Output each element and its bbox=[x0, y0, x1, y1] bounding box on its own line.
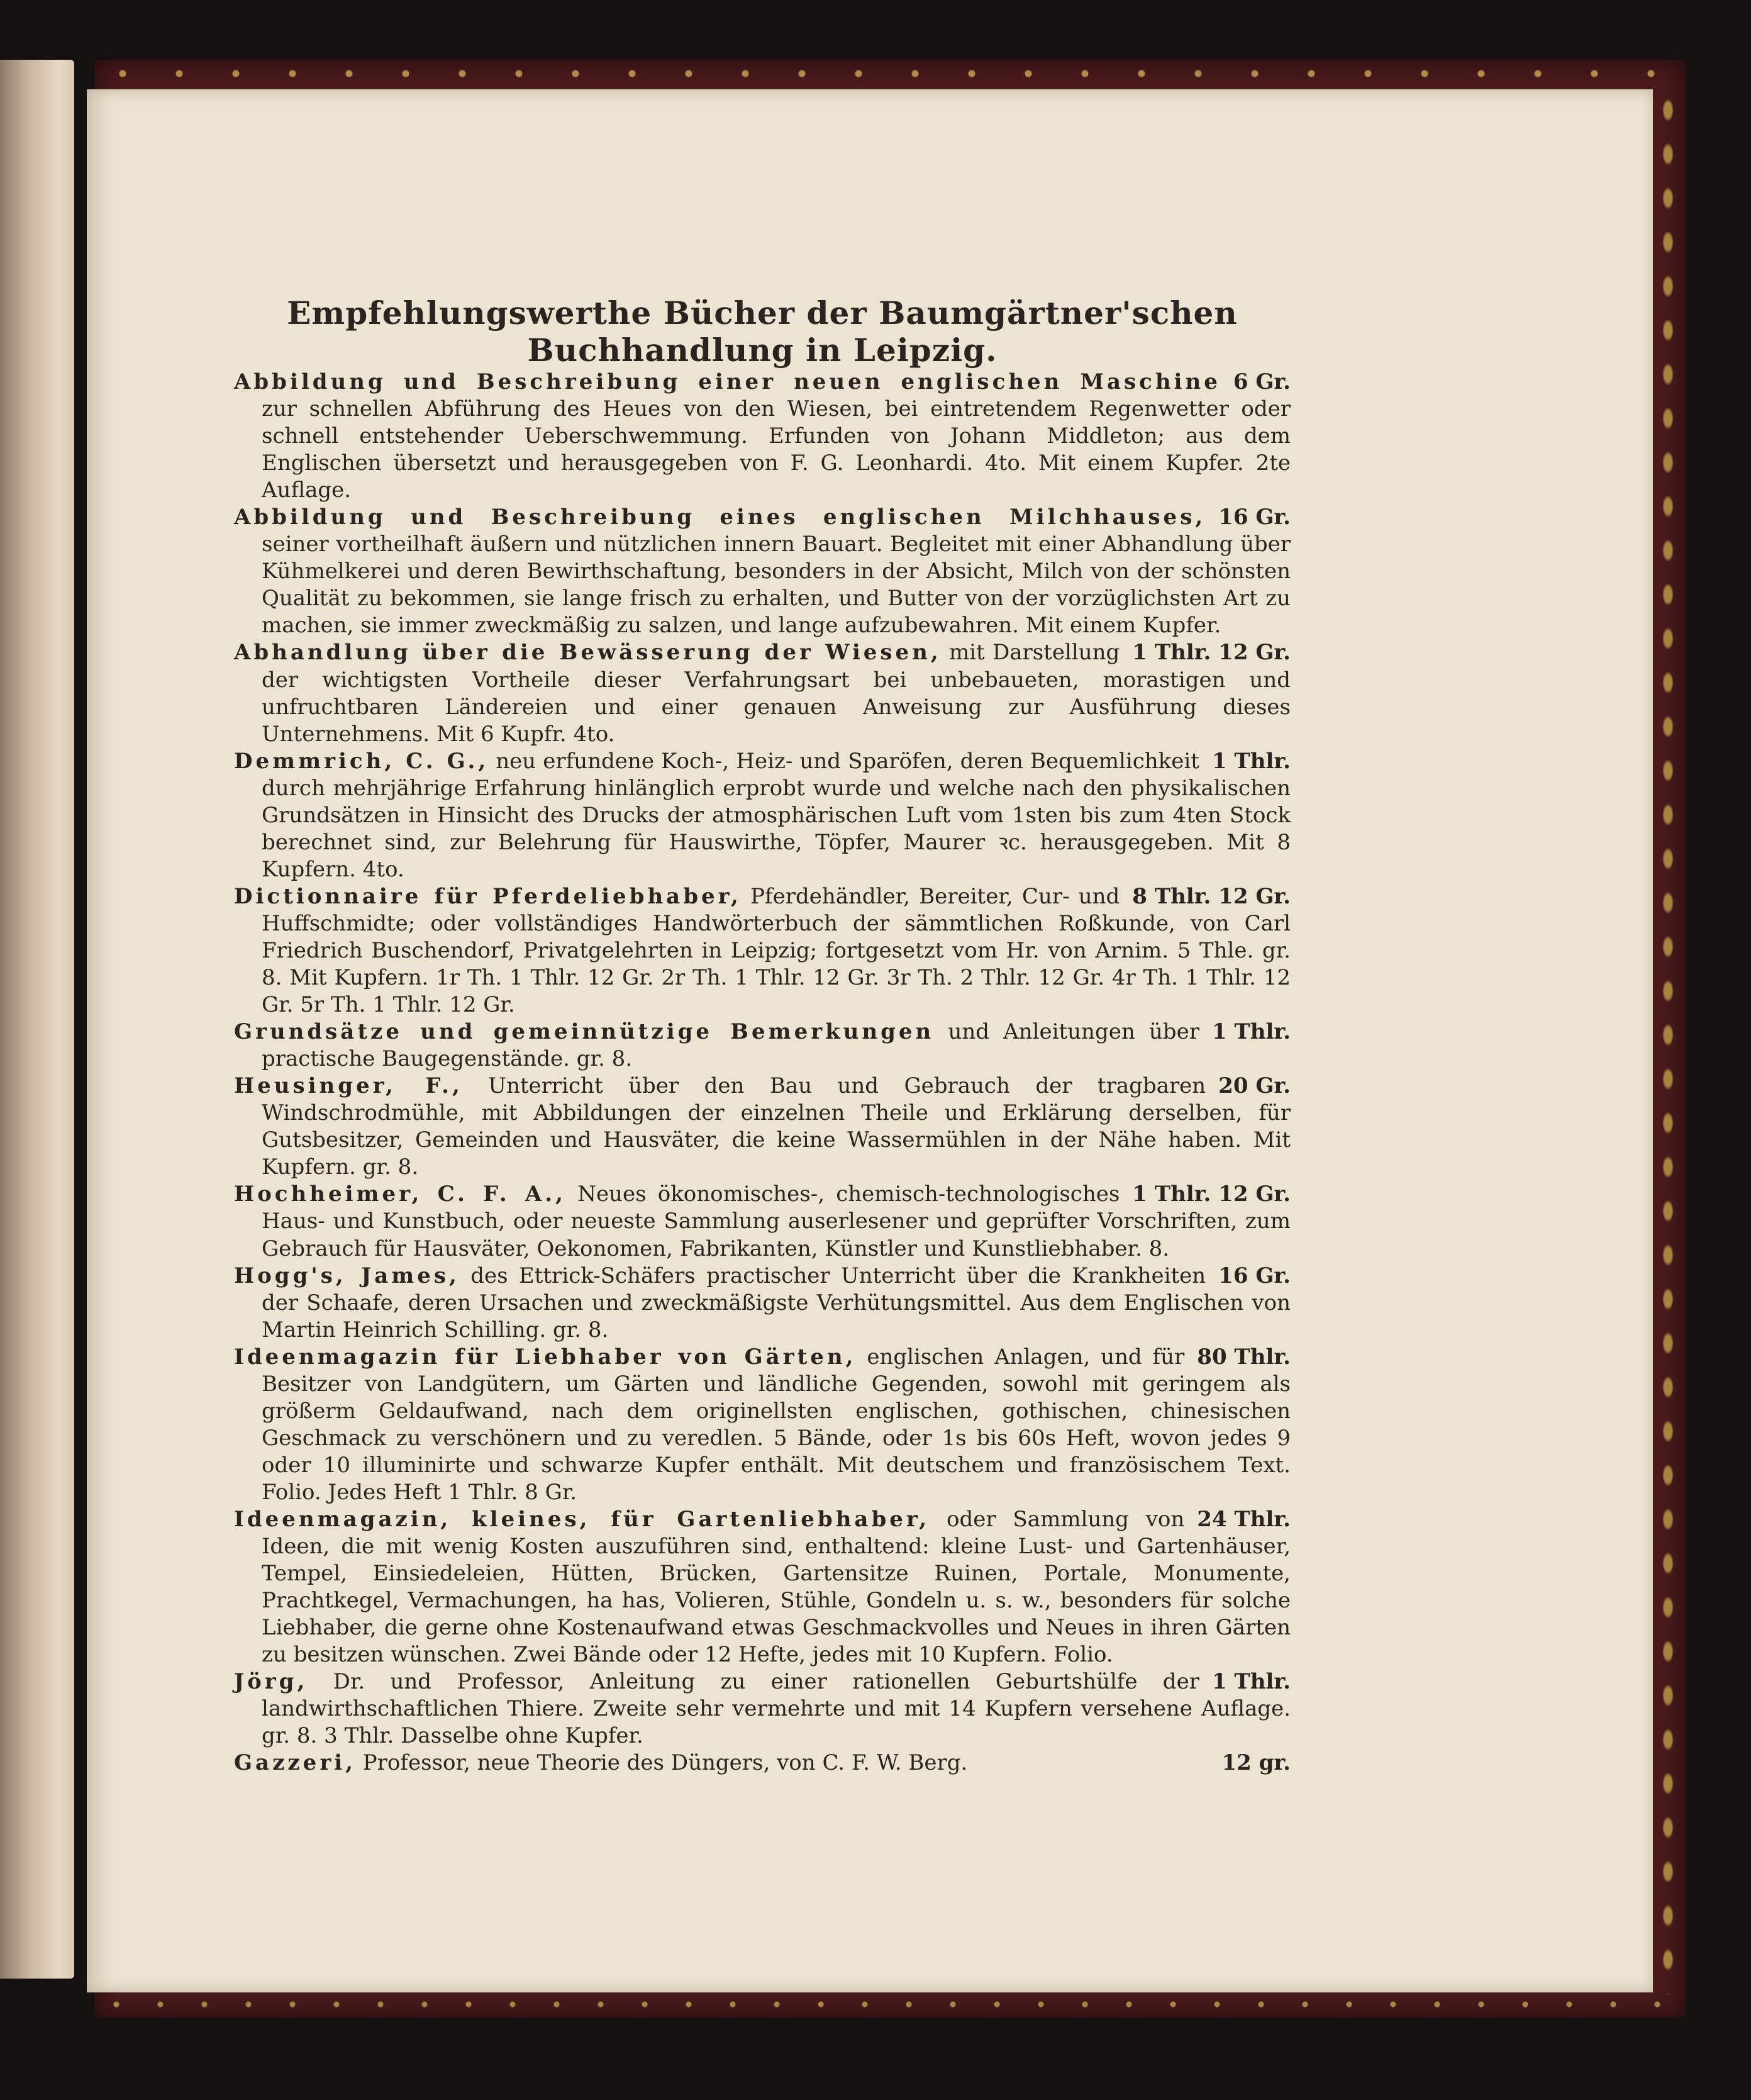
catalog-entry bbox=[234, 504, 1291, 639]
entry-text: Unterricht über den Bau und Gebrauch der tragbaren Windschrodmühle, mit Abbildungen der einzelnen Theile und Erklärung derselben, für Gutsbesitzer, Gemeinden und Hausväter, die keine Wassermühlen in der Nähe haben. Mit Kupfern. gr. 8. bbox=[262, 1073, 1291, 1180]
entry-heading: Abbildung und Beschreibung eines englischen Milchhauses, bbox=[234, 505, 1206, 530]
gilt-border-bottom bbox=[94, 1993, 1686, 2016]
entry-text: neu erfundene Koch-, Heiz- und Sparöfen, deren Bequemlichkeit durch mehrjährige Erfahrung hinlänglich erprobt wurde und welche nach den physikalischen Grundsätzen in Hinsicht des Drucks der atmosphärischen Luft vom 1sten bis zum 4ten Stock berechnet sind, zur Belehrung für Hauswirthe, Töpfer, Maurer ꝛc. herausgegeben. Mit 8 Kupfern. 4to. bbox=[262, 748, 1291, 882]
entry-heading: Grundsätze und gemeinnützige Bemerkungen bbox=[234, 1019, 935, 1045]
entry-heading: Demmrich, C. G., bbox=[234, 748, 489, 774]
entry-price: 16 Gr. bbox=[1218, 505, 1291, 530]
entry-price: 6 Gr. bbox=[1233, 369, 1291, 394]
catalog-entry bbox=[234, 1073, 1291, 1181]
entry-text: Pferdehändler, Bereiter, Cur- und Huffschmidte; oder vollständiges Handwörterbuch der sämmtlichen Roßkunde, von Carl Friedrich Buschendorf, Privatgelehrten in Leipzig; fortgesetzt vom Hr. von Arnim. 5 Thle. gr. 8. Mit Kupfern. 1r Th. 1 Thlr. 12 Gr. 2r Th. 1 Thlr. 12 Gr. 3r Th. 2 Thlr. 12 Gr. 4r Th. 1 Thlr. 12 Gr. 5r Th. 1 Thlr. 12 Gr. bbox=[262, 883, 1291, 1018]
entry-text: mit Darstellung der wichtigsten Vortheile dieser Verfahrungsart bei unbebaueten, morastigen und unfruchtbaren Ländereien und einer genauen Anweisung zur Ausführung dieses Unternehmens. Mit 6 Kupfr. 4to. bbox=[262, 640, 1291, 747]
catalog-entry bbox=[234, 1668, 1291, 1750]
catalog-entry bbox=[234, 1344, 1291, 1506]
entry-heading: Ideenmagazin für Liebhaber von Gärten, bbox=[234, 1344, 857, 1370]
entry-heading: Dictionnaire für Pferdeliebhaber, bbox=[234, 883, 742, 909]
entry-heading: Jörg, bbox=[234, 1669, 308, 1695]
entry-heading: Abbildung und Beschreibung einer neuen englischen Maschine bbox=[234, 369, 1221, 394]
entry-heading: Hochheimer, C. F. A., bbox=[234, 1181, 566, 1207]
entry-price: 1 Thlr. 12 Gr. bbox=[1132, 640, 1291, 666]
entry-text: Professor, neue Theorie des Düngers, von C. F. W. Berg. bbox=[362, 1750, 968, 1776]
gilt-border-right bbox=[1654, 88, 1682, 1994]
entry-heading: Ideenmagazin, kleines, für Gartenliebhaber, bbox=[234, 1506, 930, 1532]
catalog-entry bbox=[234, 1750, 1291, 1777]
catalog-entry bbox=[234, 748, 1291, 883]
entry-text: Neues ökonomisches-, chemisch-technologisches Haus- und Kunstbuch, oder neueste Sammlung auserlesener und geprüfter Vorschriften, zum Gebrauch für Hausväter, Oekonomen, Fabrikanten, Künstler und Kunstliebhaber. 8. bbox=[262, 1181, 1291, 1261]
entry-text: zur schnellen Abführung des Heues von den Wiesen, bei eintretendem Regenwetter oder schnell entstehender Ueberschwemmung. Erfunden von Johann Middleton; aus dem Englischen übersetzt und herausgegeben von F. G. Leonhardi. 4to. Mit einem Kupfer. 2te Auflage. bbox=[262, 396, 1291, 503]
entry-price: 1 Thlr. bbox=[1211, 748, 1291, 774]
entry-heading: Gazzeri, bbox=[234, 1750, 356, 1776]
entry-price: 80 Thlr. bbox=[1197, 1344, 1291, 1370]
catalog-entry bbox=[234, 1181, 1291, 1262]
entry-text: und Anleitungen über practische Baugegenstände. gr. 8. bbox=[262, 1019, 1199, 1072]
previous-page-edge bbox=[0, 60, 74, 1979]
catalog-entry bbox=[234, 369, 1291, 504]
entry-heading: Heusinger, F., bbox=[234, 1073, 463, 1099]
catalog-entry bbox=[234, 1506, 1291, 1668]
entry-heading: Hogg's, James, bbox=[234, 1263, 460, 1288]
entry-text: englischen Anlagen, und für Besitzer von Landgütern, um Gärten und ländliche Gegenden, sowohl mit geringem als größerm Geldaufwand, nach dem originellsten englischen, gothischen, chinesischen Geschmack zu verschönern und zu veredlen. 5 Bände, oder 1s bis 60s Heft, wovon jedes 9 oder 10 illuminirte und schwarze Kupfer enthält. Mit deutschem und französischem Text. Folio. Jedes Heft 1 Thlr. 8 Gr. bbox=[262, 1344, 1291, 1505]
entry-price: 8 Thlr. 12 Gr. bbox=[1132, 883, 1291, 909]
catalog-entry bbox=[234, 1019, 1291, 1073]
catalog-entry bbox=[234, 1263, 1291, 1344]
gilt-border-top bbox=[94, 62, 1686, 86]
entry-price: 12 gr. bbox=[1221, 1750, 1291, 1776]
page-heading: Empfehlungswerthe Bücher der Baumgärtner'schen Buchhandlung in Leipzig. bbox=[287, 294, 1238, 369]
entry-price: 1 Thlr. bbox=[1211, 1019, 1291, 1045]
entry-price: 1 Thlr. bbox=[1211, 1669, 1291, 1695]
catalog-entry bbox=[234, 883, 1291, 1019]
catalog-entries bbox=[234, 369, 1291, 1777]
entry-text: des Ettrick-Schäfers practischer Unterricht über die Krankheiten der Schaafe, deren Ursachen und zweckmäßigste Verhütungsmittel. Aus dem Englischen von Martin Heinrich Schilling. gr. 8. bbox=[262, 1263, 1291, 1343]
catalog-entry bbox=[234, 639, 1291, 747]
entry-price: 20 Gr. bbox=[1218, 1073, 1291, 1099]
entry-text: oder Sammlung von Ideen, die mit wenig Kosten auszuführen sind, enthaltend: kleine Lust- und Gartenhäuser, Tempel, Einsiedeleien, Hütten, Brücken, Gartensitze Ruinen, Portale, Monumente, Prachtkegel, Vermachungen, ha has, Volieren, Stühle, Gondeln u. s. w., besonders für solche Liebhaber, die gerne ohne Kostenaufwand etwas Geschmackvolles und Neues in ihren Gärten zu besitzen wünschen. Zwei Bände oder 12 Hefte, jedes mit 10 Kupfern. Folio. bbox=[262, 1506, 1291, 1668]
entry-price: 16 Gr. bbox=[1218, 1263, 1291, 1288]
entry-text: Dr. und Professor, Anleitung zu einer rationellen Geburtshülfe der landwirthschaftlichen Thiere. Zweite sehr vermehrte und mit 14 Kupfern versehene Auflage. gr. 8. 3 Thlr. Dasselbe ohne Kupfer. bbox=[262, 1669, 1291, 1749]
entry-price: 24 Thlr. bbox=[1197, 1506, 1291, 1532]
entry-price: 1 Thlr. 12 Gr. bbox=[1132, 1181, 1291, 1207]
entry-text: seiner vortheilhaft äußern und nützlichen innern Bauart. Begleitet mit einer Abhandlung über Kühmelkerei und deren Bewirthschaftung, besonders in der Absicht, Milch von der schönsten Qualität zu bekommen, sie lange frisch zu erhalten, und Butter von der vorzüglichsten Art zu machen, sie immer zweckmäßig zu salzen, und lange aufzubewahren. Mit einem Kupfer. bbox=[262, 532, 1291, 639]
entry-heading: Abhandlung über die Bewässerung der Wiesen, bbox=[234, 640, 942, 666]
